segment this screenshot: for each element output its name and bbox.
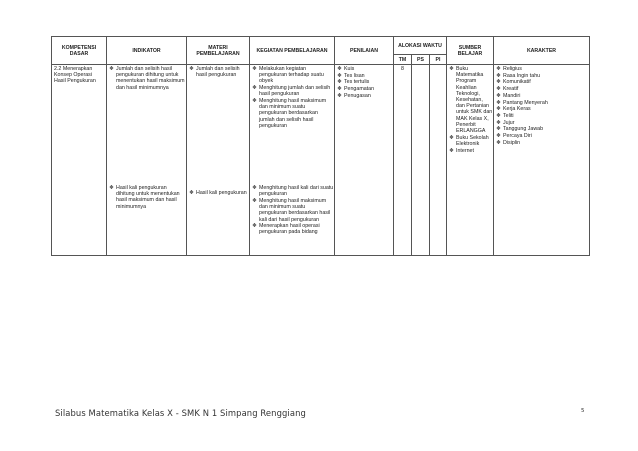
list-item: ❖ Kreatif [496,86,519,93]
list-item: ❖ Tes tertulis [337,79,370,86]
bullet-icon: ❖ [496,112,501,119]
list-item: ❖ Disiplin [496,139,521,146]
bullet-icon: ❖ [337,79,342,86]
list-item: ❖ Kuis [337,66,355,72]
bullet-icon: ❖ [496,92,501,99]
list-item: ❖ Buku Sekolah Elektronik [449,134,489,147]
list-item: ❖ Menghitung hasil maksimum dan minimum suatu pengukuran berdasarkan jumlah dan selisih hasil pengukuran [252,98,327,129]
bullet-icon: ❖ [252,85,257,92]
cell-pi [430,65,447,256]
bullet-icon: ❖ [189,190,194,196]
header-indikator: INDIKATOR [107,37,187,65]
list-item: ❖ Menerapkan hasil operasi pengukuran pada bidang [252,223,320,236]
bullet-icon: ❖ [496,72,501,79]
header-ps: PS [412,55,430,65]
bullet-icon: ❖ [252,66,257,72]
list-item: ❖ Jujur [496,119,515,126]
list-item: ❖ Tes lisan [337,72,365,79]
list-item: ❖ Menghitung hasil maksimum dan minimum suatu pengukuran berdasarkan hasil kali dari hasil pengukuran [252,197,331,223]
list-item: ❖ Melakukan kegiatan pengukuran terhadap suatu obyek [252,66,324,85]
bullet-icon: ❖ [252,197,257,204]
page-number: 5 [581,408,585,414]
syllabus-table [51,36,590,256]
bullet-icon: ❖ [337,72,342,79]
header-penilaian: PENILAIAN [335,37,394,65]
list-item: ❖ Religius [496,66,522,72]
bullet-icon: ❖ [189,66,194,72]
cell-tm [394,65,412,256]
bullet-icon: ❖ [109,66,114,72]
table-row [52,65,590,256]
list-item: ❖ Teliti [496,112,514,119]
list-item: ❖ Menghitung hasil kali dari suatu pengukuran [252,185,334,198]
bullet-icon: ❖ [496,86,501,93]
list-item: ❖ Pengamatan [337,86,375,93]
cell-ps [412,65,430,256]
list-item: ❖ Kerja Keras [496,106,531,113]
header-tm: TM [394,55,412,65]
kompetensi-dasar-text: 2.2 Menerapkan Konsep Operasi Hasil Pengukuran [54,66,96,85]
cell-materi [187,65,250,256]
list-item: ❖ Menghitung jumlah dan selisih hasil pengukuran [252,85,331,98]
header-pi: PI [430,55,447,65]
bullet-icon: ❖ [449,147,454,154]
list-item: ❖ Pantang Menyerah [496,99,548,106]
bullet-icon: ❖ [252,223,257,230]
header-alokasi-waktu: ALOKASI WAKTU [394,37,447,55]
header-sumber-belajar: SUMBER BELAJAR [447,37,494,65]
list-item: ❖ Jumlah dan selisih hasil pengukuran dihitung untuk menentukan hasil maksimum dan hasil minimumnya [109,66,185,91]
cell-kompetensi-dasar [52,65,107,256]
bullet-icon: ❖ [449,134,454,141]
bullet-icon: ❖ [496,79,501,86]
cell-kegiatan [250,65,335,256]
list-item: ❖ Jumlah dan selisih hasil pengukuran [189,66,240,79]
cell-indikator [107,65,187,256]
bullet-icon: ❖ [496,126,501,133]
bullet-icon: ❖ [109,185,114,191]
list-item: ❖ Hasil kali pengukuran dihitung untuk menentukan hasil maksimum dan hasil minimumnya [109,185,180,210]
ps-value [412,65,429,67]
header-kegiatan: KEGIATAN PEMBELAJARAN [250,37,335,65]
list-item: ❖ Tanggung Jawab [496,126,544,133]
bullet-icon: ❖ [496,66,501,72]
list-item: ❖ Penugasan [337,92,371,99]
cell-sumber-belajar [447,65,494,256]
bullet-icon: ❖ [496,99,501,106]
list-item: ❖ Hasil kali pengukuran [189,190,247,196]
list-item: ❖ Internet [449,147,474,154]
list-item: ❖ Rasa Ingin tahu [496,72,541,79]
bullet-icon: ❖ [252,98,257,105]
bullet-icon: ❖ [496,106,501,113]
list-item: ❖ Mandiri [496,92,521,99]
bullet-icon: ❖ [337,66,342,72]
bullet-icon: ❖ [496,119,501,126]
bullet-icon: ❖ [496,139,501,146]
bullet-icon: ❖ [337,86,342,93]
cell-karakter [494,65,590,256]
bullet-icon: ❖ [252,185,257,191]
header-materi: MATERI PEMBELAJARAN [187,37,250,65]
bullet-icon: ❖ [496,133,501,140]
bullet-icon: ❖ [337,92,342,99]
list-item: ❖ Percaya Diri [496,133,532,140]
header-kompetensi-dasar: KOMPETENSI DASAR [52,37,107,65]
pi-value [430,65,446,67]
footer-text: Silabus Matematika Kelas X - SMK N 1 Simpang Renggiang [55,408,306,418]
tm-value: 8 [401,66,404,72]
list-item: ❖ Komunikatif [496,79,531,86]
cell-penilaian [335,65,394,256]
header-karakter: KARAKTER [494,37,590,65]
list-item: ❖ Buku Matematika Program Keahlian Teknologi, Kesehatan, dan Pertanian untuk SMK dan MAK Kelas X, Penerbit ERLANGGA [449,66,493,135]
bullet-icon: ❖ [449,66,454,72]
